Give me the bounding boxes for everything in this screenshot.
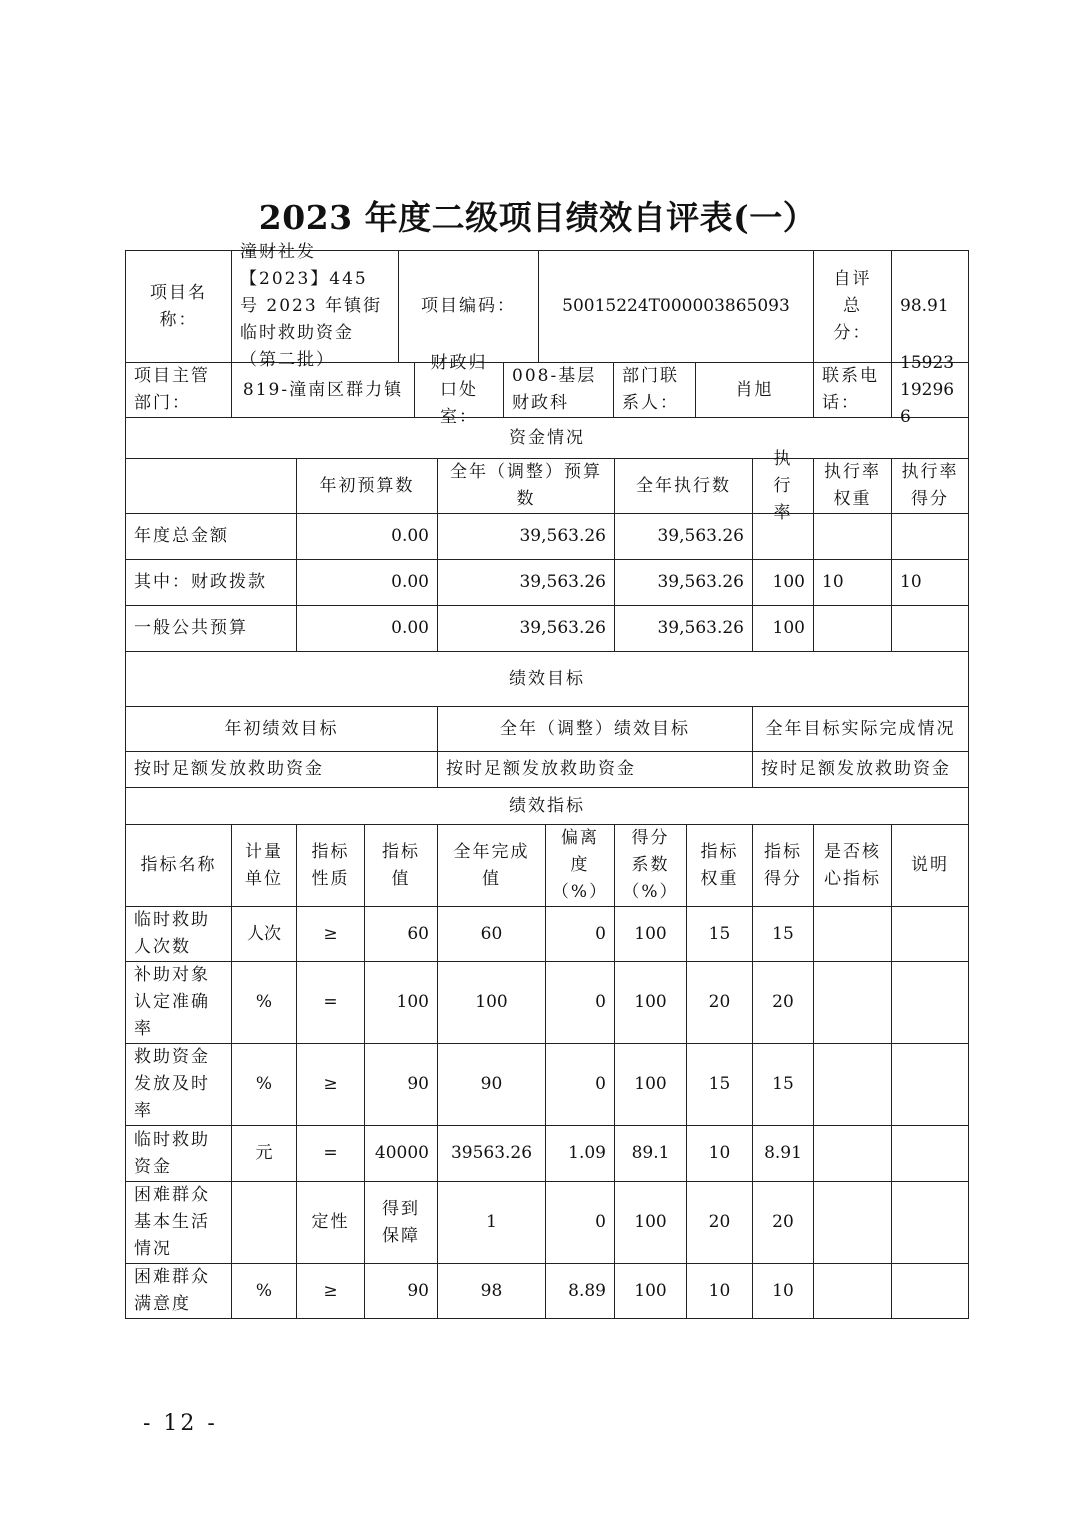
goals-header-actual: 全年目标实际完成情况 — [753, 707, 968, 752]
ind-header-nature: 指标性质 — [297, 825, 365, 907]
ind-coef: 89.1 — [615, 1126, 687, 1182]
funds-row-score — [892, 606, 968, 652]
ind-weight: 10 — [687, 1264, 753, 1318]
funds-header-blank — [126, 459, 297, 514]
ind-deviation: 0 — [546, 1182, 615, 1264]
ind-score: 8.91 — [753, 1126, 814, 1182]
funds-header-rate: 执行率 — [753, 459, 814, 514]
ind-actual: 60 — [438, 907, 546, 962]
ind-note — [892, 1182, 968, 1264]
ind-score: 15 — [753, 1044, 814, 1126]
ind-coef: 100 — [615, 907, 687, 962]
ind-note — [892, 962, 968, 1044]
contact-value: 肖旭 — [696, 363, 814, 418]
funds-row-label: 其中：财政拨款 — [126, 560, 297, 606]
funds-row-weight — [814, 514, 892, 560]
funds-row-score — [892, 514, 968, 560]
funds-row-executed: 39,563.26 — [615, 560, 753, 606]
ind-name: 临时救助资金 — [126, 1126, 232, 1182]
goals-header-adjusted: 全年（调整）绩效目标 — [438, 707, 753, 752]
goal-adjusted-value: 按时足额发放救助资金 — [438, 752, 753, 788]
self-score-value: 98.91 — [892, 251, 968, 363]
funds-header-adjusted: 全年（调整）预算数 — [438, 459, 615, 514]
ind-note — [892, 907, 968, 962]
ind-weight: 15 — [687, 1044, 753, 1126]
page-number: - 12 - — [143, 1411, 218, 1436]
ind-actual: 90 — [438, 1044, 546, 1126]
ind-deviation: 0 — [546, 907, 615, 962]
funds-row-executed: 39,563.26 — [615, 514, 753, 560]
funds-row-rate — [753, 514, 814, 560]
ind-deviation: 0 — [546, 962, 615, 1044]
goal-actual-value: 按时足额发放救助资金 — [753, 752, 968, 788]
ind-header-name: 指标名称 — [126, 825, 232, 907]
ind-core — [814, 1044, 892, 1126]
ind-weight: 20 — [687, 1182, 753, 1264]
contact-label: 部门联系人： — [614, 363, 696, 418]
ind-header-deviation: 偏离度（%） — [546, 825, 615, 907]
ind-core — [814, 962, 892, 1044]
ind-unit: % — [232, 962, 297, 1044]
ind-header-unit: 计量单位 — [232, 825, 297, 907]
ind-nature: ≥ — [297, 1264, 365, 1318]
phone-value: 15923192966 — [892, 363, 968, 418]
funds-row-initial: 0.00 — [297, 606, 438, 652]
ind-coef: 100 — [615, 1044, 687, 1126]
ind-score: 15 — [753, 907, 814, 962]
ind-header-score: 指标得分 — [753, 825, 814, 907]
page-title: 2023 年度二级项目绩效自评表(一） — [258, 198, 817, 237]
ind-actual: 98 — [438, 1264, 546, 1318]
funds-row-weight: 10 — [814, 560, 892, 606]
ind-core — [814, 1182, 892, 1264]
finance-office-value: 008-基层财政科 — [504, 363, 614, 418]
ind-nature: 定性 — [297, 1182, 365, 1264]
ind-deviation: 0 — [546, 1044, 615, 1126]
funds-row-rate: 100 — [753, 560, 814, 606]
funds-row-adjusted: 39,563.26 — [438, 606, 615, 652]
funds-row-adjusted: 39,563.26 — [438, 514, 615, 560]
ind-deviation: 1.09 — [546, 1126, 615, 1182]
funds-row-label: 年度总金额 — [126, 514, 297, 560]
ind-target: 40000 — [365, 1126, 438, 1182]
ind-nature: ≥ — [297, 1044, 365, 1126]
ind-note — [892, 1126, 968, 1182]
ind-unit: 人次 — [232, 907, 297, 962]
ind-coef: 100 — [615, 1264, 687, 1318]
performance-table — [125, 242, 969, 1319]
project-name-label: 项目名称： — [126, 251, 232, 363]
ind-nature: ≥ — [297, 907, 365, 962]
funds-row-executed: 39,563.26 — [615, 606, 753, 652]
phone-label: 联系电话： — [814, 363, 892, 418]
funds-row-initial: 0.00 — [297, 560, 438, 606]
dept-value: 819-潼南区群力镇 — [232, 363, 415, 418]
goal-initial-value: 按时足额发放救助资金 — [126, 752, 438, 788]
ind-target: 得到保障 — [365, 1182, 438, 1264]
ind-coef: 100 — [615, 1182, 687, 1264]
project-code-value: 50015224T000003865093 — [539, 251, 814, 363]
ind-target: 60 — [365, 907, 438, 962]
funds-section-title: 资金情况 — [126, 418, 968, 459]
ind-name: 困难群众基本生活情况 — [126, 1182, 232, 1264]
ind-actual: 39563.26 — [438, 1126, 546, 1182]
finance-office-label: 财政归口处室： — [415, 363, 504, 418]
funds-row-score: 10 — [892, 560, 968, 606]
funds-row-weight — [814, 606, 892, 652]
ind-nature: = — [297, 962, 365, 1044]
project-code-label: 项目编码： — [399, 251, 539, 363]
ind-weight: 20 — [687, 962, 753, 1044]
ind-unit: 元 — [232, 1126, 297, 1182]
ind-note — [892, 1264, 968, 1318]
funds-header-weight: 执行率权重 — [814, 459, 892, 514]
ind-coef: 100 — [615, 962, 687, 1044]
ind-name: 救助资金发放及时率 — [126, 1044, 232, 1126]
ind-header-weight: 指标权重 — [687, 825, 753, 907]
dept-label: 项目主管部门： — [126, 363, 232, 418]
ind-header-coef: 得分系数（%） — [615, 825, 687, 907]
funds-row-initial: 0.00 — [297, 514, 438, 560]
ind-actual: 1 — [438, 1182, 546, 1264]
ind-weight: 15 — [687, 907, 753, 962]
ind-unit: % — [232, 1044, 297, 1126]
ind-name: 临时救助人次数 — [126, 907, 232, 962]
ind-target: 100 — [365, 962, 438, 1044]
ind-header-note: 说明 — [892, 825, 968, 907]
ind-header-actual: 全年完成值 — [438, 825, 546, 907]
self-score-label: 自评总分： — [814, 251, 892, 363]
ind-weight: 10 — [687, 1126, 753, 1182]
ind-target: 90 — [365, 1264, 438, 1318]
ind-score: 20 — [753, 962, 814, 1044]
ind-target: 90 — [365, 1044, 438, 1126]
funds-row-adjusted: 39,563.26 — [438, 560, 615, 606]
funds-row-label: 一般公共预算 — [126, 606, 297, 652]
goals-section-title: 绩效目标 — [126, 652, 968, 707]
ind-actual: 100 — [438, 962, 546, 1044]
ind-nature: = — [297, 1126, 365, 1182]
ind-name: 困难群众满意度 — [126, 1264, 232, 1318]
indicators-section-title: 绩效指标 — [126, 788, 968, 825]
ind-score: 10 — [753, 1264, 814, 1318]
ind-header-target: 指标值 — [365, 825, 438, 907]
ind-deviation: 8.89 — [546, 1264, 615, 1318]
ind-name: 补助对象认定准确率 — [126, 962, 232, 1044]
ind-unit: % — [232, 1264, 297, 1318]
funds-header-executed: 全年执行数 — [615, 459, 753, 514]
ind-core — [814, 1264, 892, 1318]
funds-header-initial: 年初预算数 — [297, 459, 438, 514]
goals-header-initial: 年初绩效目标 — [126, 707, 438, 752]
ind-header-core: 是否核心指标 — [814, 825, 892, 907]
funds-row-rate: 100 — [753, 606, 814, 652]
funds-header-score: 执行率得分 — [892, 459, 968, 514]
ind-unit — [232, 1182, 297, 1264]
ind-note — [892, 1044, 968, 1126]
project-name-value: 潼财社发【2023】445 号 2023 年镇街临时救助资金（第二批） — [232, 251, 399, 363]
ind-core — [814, 907, 892, 962]
ind-core — [814, 1126, 892, 1182]
ind-score: 20 — [753, 1182, 814, 1264]
